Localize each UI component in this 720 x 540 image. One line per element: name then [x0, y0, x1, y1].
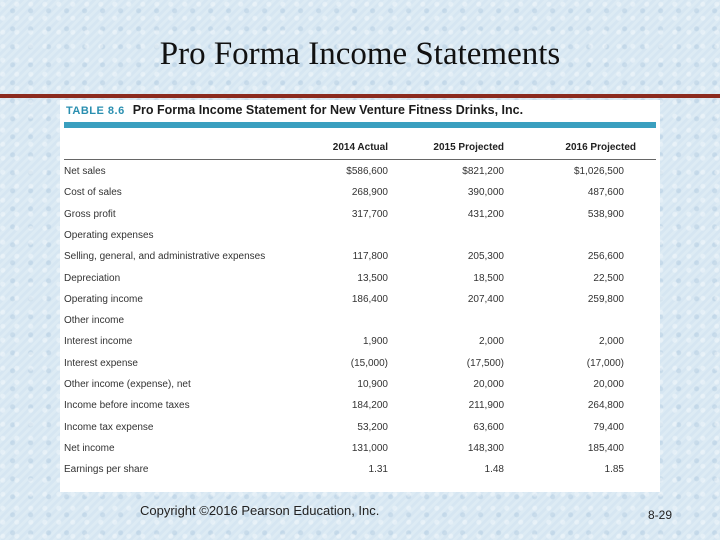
row-value-col-1: 184,200: [351, 400, 388, 412]
table-caption-text: Pro Forma Income Statement for New Venture Fitness Drinks, Inc.: [132, 103, 524, 117]
table-row: [64, 331, 656, 352]
row-label: Interest expense: [64, 357, 138, 369]
row-value-col-3: 538,900: [587, 208, 624, 220]
table-row: [64, 417, 656, 438]
row-value-col-1: 131,000: [351, 442, 388, 454]
row-value-col-3: 1.85: [604, 464, 624, 476]
row-label: Income before income taxes: [64, 400, 190, 412]
table-row: [64, 268, 656, 289]
table-row: [64, 225, 656, 246]
table-row: [64, 374, 656, 395]
caption-rule: [64, 122, 656, 128]
column-header-2016: 2016 Projected: [565, 142, 636, 153]
row-value-col-3: 185,400: [587, 442, 624, 454]
row-label: Net income: [64, 442, 115, 454]
row-label: Other income: [64, 315, 125, 327]
table-tag: TABLE 8.6: [66, 105, 125, 117]
row-value-col-1: 186,400: [351, 293, 388, 305]
row-value-col-1: (15,000): [350, 357, 388, 369]
table-row: [64, 459, 656, 480]
page-number: 8-29: [648, 508, 673, 522]
row-label: Income tax expense: [64, 421, 154, 433]
table-row: [64, 353, 656, 374]
row-label: Cost of sales: [64, 187, 122, 199]
row-label: Operating expenses: [64, 229, 154, 241]
row-value-col-1: 13,500: [357, 272, 388, 284]
title-divider: [0, 94, 720, 98]
row-value-col-2: 148,300: [467, 442, 504, 454]
row-value-col-2: 63,600: [473, 421, 504, 433]
row-value-col-2: 205,300: [467, 251, 504, 263]
row-value-col-2: 1.48: [484, 464, 504, 476]
table-row: [64, 438, 656, 459]
column-header-2015: 2015 Projected: [433, 142, 504, 153]
row-label: Depreciation: [64, 272, 121, 284]
row-value-col-2: 390,000: [467, 187, 504, 199]
row-value-col-1: 268,900: [351, 187, 388, 199]
row-value-col-2: 211,900: [468, 400, 504, 412]
slide-title: Pro Forma Income Statements: [159, 36, 561, 72]
row-label: Net sales: [64, 166, 106, 177]
row-value-col-1: 1,900: [362, 336, 388, 348]
row-value-col-2: 18,500: [473, 272, 504, 284]
row-value-col-3: 22,500: [593, 272, 624, 284]
row-value-col-3: 20,000: [593, 379, 624, 390]
row-value-col-2: 431,200: [467, 208, 504, 220]
row-label: Earnings per share: [64, 464, 149, 476]
copyright-notice: Copyright ©2016 Pearson Education, Inc.: [140, 503, 380, 518]
row-value-col-1: 1.31: [368, 464, 388, 476]
row-label: Gross profit: [64, 208, 116, 220]
row-value-col-3: 256,600: [587, 251, 624, 263]
row-value-col-3: (17,000): [586, 357, 624, 369]
row-value-col-1: 317,700: [351, 208, 388, 220]
row-label: Operating income: [64, 293, 143, 305]
table-row: [64, 246, 656, 267]
row-value-col-3: 487,600: [587, 187, 624, 199]
row-value-col-2: 207,400: [467, 293, 504, 305]
column-header-2014: 2014 Actual: [332, 142, 388, 153]
row-value-col-2: 20,000: [473, 379, 504, 390]
table-row: [64, 395, 656, 416]
row-label: Selling, general, and administrative expenses: [64, 251, 266, 263]
table-row: [64, 182, 656, 203]
row-value-col-2: 2,000: [478, 336, 504, 348]
table-row: [64, 310, 656, 331]
row-value-col-3: 259,800: [587, 293, 624, 305]
table-caption: [66, 103, 523, 117]
row-label: Interest income: [64, 336, 133, 348]
row-value-col-3: 2,000: [598, 336, 624, 348]
row-value-col-1: 117,800: [352, 251, 388, 263]
row-value-col-1: 53,200: [357, 421, 388, 433]
income-statement-table: [60, 100, 660, 492]
row-label: Other income (expense), net: [64, 379, 191, 390]
row-value-col-3: 264,800: [587, 400, 624, 412]
table-row: [64, 161, 656, 182]
table-row: [64, 204, 656, 225]
table-row: [64, 289, 656, 310]
row-value-col-2: (17,500): [466, 357, 504, 369]
row-value-col-3: $1,026,500: [573, 166, 624, 177]
row-value-col-1: $586,600: [346, 166, 388, 177]
row-value-col-1: 10,900: [357, 379, 388, 390]
row-value-col-2: $821,200: [462, 166, 504, 177]
row-value-col-3: 79,400: [593, 421, 624, 433]
header-rule: [64, 159, 656, 160]
